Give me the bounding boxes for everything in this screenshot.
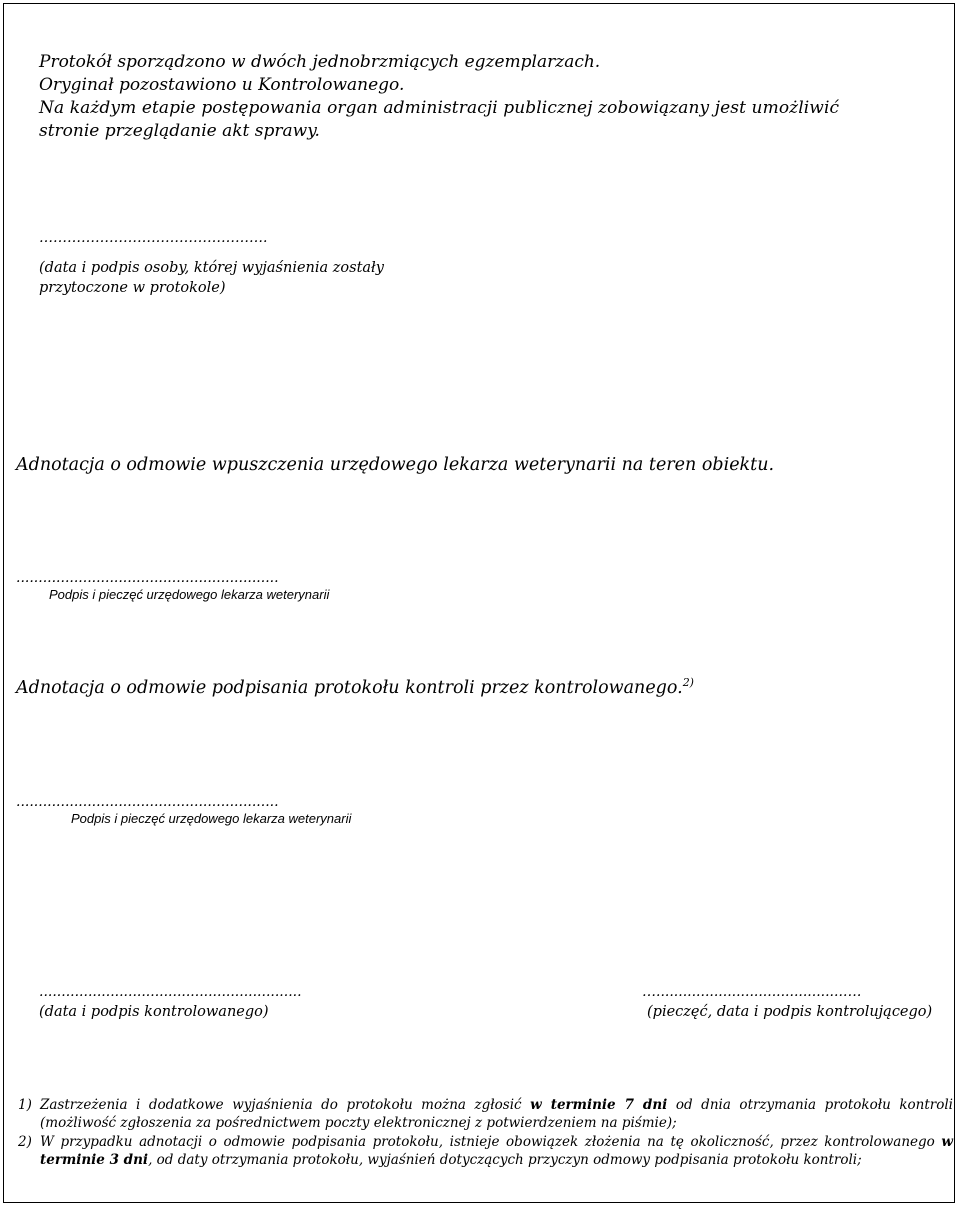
- signature-caption-explainer-1: (data i podpis osoby, której wyjaśnienia zostały: [39, 260, 384, 276]
- signature-line-controlled: ...........................................................: [39, 984, 302, 1000]
- footnote-2-number: 2): [18, 1134, 32, 1150]
- annotation-entry-refusal: Adnotacja o odmowie wpuszczenia urzędowego lekarza weterynarii na teren obiektu.: [16, 455, 775, 475]
- signature-line-vet-1: ...........................................................: [16, 570, 279, 586]
- footnote-2-deadline: w terminie 3 dni: [40, 1134, 953, 1168]
- footnote-1-text-end: od dnia otrzymania protokołu kontroli (możliwość zgłoszenia za pośrednictwem poczty elektronicznej z potwierdzeniem na piśmie);: [40, 1097, 953, 1131]
- annotation-signing-refusal: [16, 678, 694, 698]
- signature-caption-controller: (pieczęć, data i podpis kontrolującego): [647, 1004, 933, 1020]
- signature-caption-vet-1: Podpis i pieczęć urzędowego lekarza weterynarii: [49, 587, 330, 602]
- footnote-2: [18, 1133, 953, 1169]
- footnote-ref-2: 2): [682, 676, 694, 690]
- intro-line-4: stronie przeglądanie akt sprawy.: [39, 121, 320, 141]
- footnote-2-text-end: , od daty otrzymania protokołu, wyjaśnień dotyczących przyczyn odmowy podpisania protokołu kontroli;: [148, 1152, 862, 1168]
- intro-line-2: Oryginał pozostawiono u Kontrolowanego.: [39, 75, 405, 95]
- footnote-1-number: 1): [18, 1097, 32, 1113]
- signature-line-explainer: ………………………………………….: [39, 230, 268, 246]
- signature-line-controller: …..........................................….: [642, 984, 862, 1000]
- annotation-signing-text: Adnotacja o odmowie podpisania protokołu kontroli przez kontrolowanego.: [16, 678, 683, 698]
- document-page: [3, 3, 955, 1203]
- footnote-1-text: Zastrzeżenia i dodatkowe wyjaśnienia do protokołu można zgłosić: [40, 1097, 531, 1113]
- signature-caption-controlled: (data i podpis kontrolowanego): [39, 1004, 269, 1020]
- signature-caption-vet-2: Podpis i pieczęć urzędowego lekarza weterynarii: [71, 811, 352, 826]
- footnote-2-text: W przypadku adnotacji o odmowie podpisania protokołu, istnieje obowiązek złożenia na tę okoliczność, przez kontrolowanego: [40, 1134, 942, 1150]
- footnote-1-deadline: w terminie 7 dni: [530, 1097, 668, 1113]
- intro-line-3: Na każdym etapie postępowania organ administracji publicznej zobowiązany jest umożliwić: [39, 98, 840, 118]
- signature-line-vet-2: ...........................................................: [16, 794, 279, 810]
- signature-caption-explainer-2: przytoczone w protokole): [39, 280, 226, 296]
- intro-line-1: Protokół sporządzono w dwóch jednobrzmiących egzemplarzach.: [39, 52, 601, 72]
- footnote-1: [18, 1096, 953, 1132]
